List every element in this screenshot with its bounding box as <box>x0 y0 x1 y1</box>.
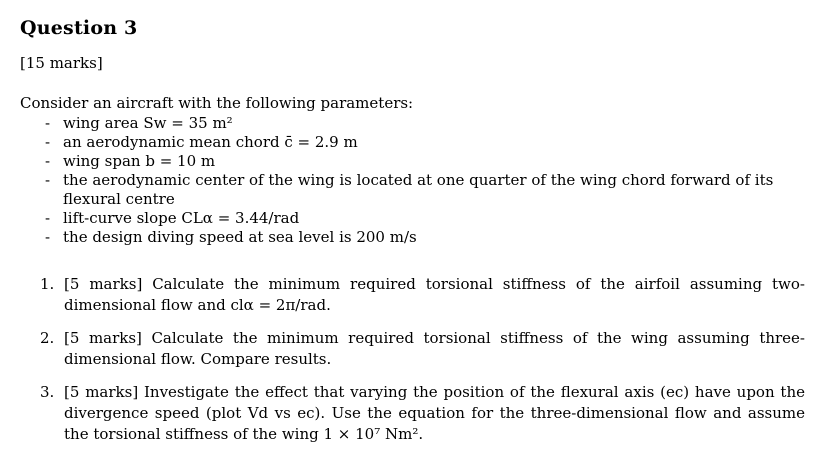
question-title: Question 3 <box>20 17 138 39</box>
parameter-text: wing area Sw = 35 m² <box>63 114 233 132</box>
parameter-item <box>45 171 815 209</box>
part-number: 1. <box>40 275 55 293</box>
parameter-text: wing span b = 10 m <box>63 152 216 170</box>
parameter-item <box>45 152 815 171</box>
part-text: [5 marks] Investigate the effect that varying the position of the flexural axis (ec) have upon the divergence speed (plot Vd vs ec). Use the equation for the three-dimensional flow and assume the torsional stiffness of the wing 1 × 10⁷ Nm². <box>64 383 805 443</box>
question-part <box>40 382 805 445</box>
parameter-item <box>45 228 815 247</box>
parameter-text: the design diving speed at sea level is 200 m/s <box>63 228 417 246</box>
parameter-text: lift-curve slope CLα = 3.44/rad <box>63 209 300 227</box>
part-number: 3. <box>40 383 55 401</box>
question-part <box>40 274 805 316</box>
parameter-text: the aerodynamic center of the wing is located at one quarter of the wing chord forward of its flexural centre <box>63 171 774 208</box>
question-part <box>40 328 805 370</box>
question-parts <box>40 274 805 457</box>
bullet-dash: - <box>45 209 51 227</box>
parameter-text: an aerodynamic mean chord c̄ = 2.9 m <box>63 133 358 151</box>
question-marks: [15 marks] <box>20 54 103 72</box>
bullet-dash: - <box>45 171 51 189</box>
bullet-dash: - <box>45 228 51 246</box>
bullet-dash: - <box>45 152 51 170</box>
bullet-dash: - <box>45 133 51 151</box>
parameter-item <box>45 133 815 152</box>
parameter-item <box>45 114 815 133</box>
part-text: [5 marks] Calculate the minimum required torsional stiffness of the airfoil assuming two-dimensional flow and clα = 2π/rad. <box>64 275 805 314</box>
intro-text: Consider an aircraft with the following parameters: <box>20 94 414 112</box>
part-text: [5 marks] Calculate the minimum required torsional stiffness of the wing assuming three-dimensional flow. Compare results. <box>64 329 805 368</box>
bullet-dash: - <box>45 114 51 132</box>
part-number: 2. <box>40 329 55 347</box>
parameter-list <box>45 114 815 247</box>
parameter-item <box>45 209 815 228</box>
